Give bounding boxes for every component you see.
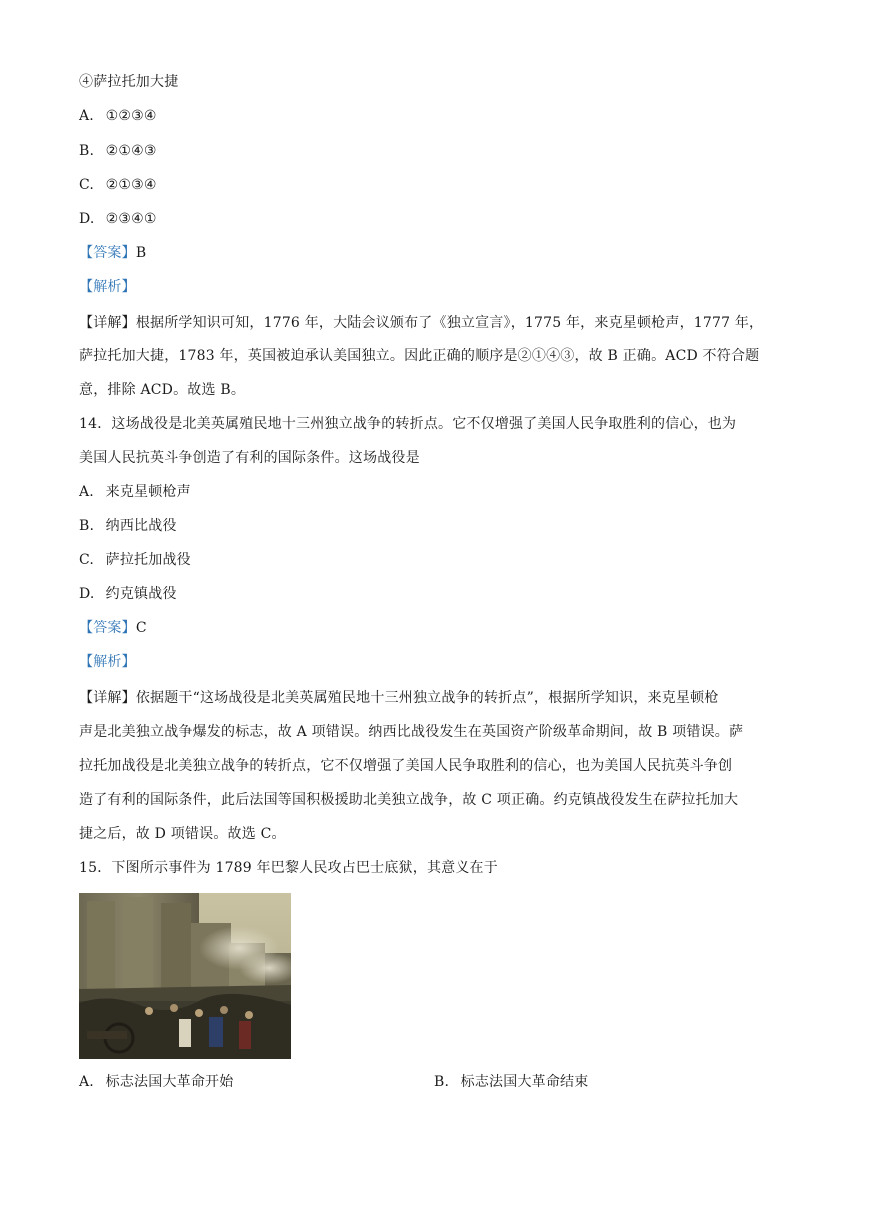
option-text: 萨拉托加战役 bbox=[105, 552, 191, 568]
option-text: 纳西比战役 bbox=[105, 518, 177, 534]
analysis-tag: 【解析】 bbox=[79, 279, 136, 295]
option-letter: A. bbox=[79, 108, 94, 124]
answer-value: C bbox=[135, 620, 147, 636]
detail-text: 捷之后，故 D 项错误。故选 C。 bbox=[79, 826, 286, 842]
bastille-painting bbox=[79, 893, 291, 1059]
answer-line bbox=[79, 242, 809, 264]
detail-text: 声是北美独立战争爆发的标志，故 A 项错误。纳西比战役发生在英国资产阶级革命期间，故 B 项错误。萨 bbox=[79, 724, 744, 740]
option-a[interactable] bbox=[79, 481, 809, 503]
option-letter: A. bbox=[79, 484, 94, 500]
analysis-tag: 【解析】 bbox=[79, 654, 136, 670]
question-14-stem: 14．这场战役是北美英属殖民地十三州独立战争的转折点。它不仅增强了美国人民争取胜利的信心，也为 bbox=[79, 416, 737, 432]
option-letter: B. bbox=[434, 1074, 450, 1090]
option-b[interactable] bbox=[434, 1071, 588, 1093]
option-letter: B. bbox=[79, 143, 95, 159]
option-text: 标志法国大革命结束 bbox=[460, 1074, 589, 1090]
question-15-stem: 15．下图所示事件为 1789 年巴黎人民攻占巴士底狱，其意义在于 bbox=[79, 860, 498, 876]
detail-text: 拉托加战役是北美独立战争的转折点，它不仅增强了美国人民争取胜利的信心，也为美国人民抗英斗争创 bbox=[79, 758, 733, 774]
answer-value: B bbox=[135, 245, 147, 261]
answer-tag: 【答案】 bbox=[79, 620, 136, 636]
option-letter: B. bbox=[79, 518, 95, 534]
option-a[interactable] bbox=[79, 105, 809, 127]
option-letter: C. bbox=[79, 552, 95, 568]
option-letter: A. bbox=[79, 1074, 94, 1090]
option-text: 标志法国大革命开始 bbox=[105, 1074, 234, 1090]
option-text: 约克镇战役 bbox=[105, 586, 177, 602]
option-letter: D. bbox=[79, 586, 95, 602]
option-b[interactable] bbox=[79, 140, 809, 162]
option-text: ①②③④ bbox=[105, 108, 157, 124]
option-letter: D. bbox=[79, 211, 95, 227]
option-d[interactable] bbox=[79, 208, 809, 230]
option-4-text: ④萨拉托加大捷 bbox=[79, 74, 179, 90]
option-d[interactable] bbox=[79, 583, 809, 605]
analysis-line bbox=[79, 276, 809, 298]
question-14-stem: 美国人民抗英斗争创造了有利的国际条件。这场战役是 bbox=[79, 450, 420, 466]
detail-text: 萨拉托加大捷，1783 年，英国被迫承认美国独立。因此正确的顺序是②①④③，故 B 正确。ACD 不符合题 bbox=[79, 348, 760, 364]
detail-tag: 【详解】 bbox=[79, 315, 136, 331]
detail-tag: 【详解】 bbox=[79, 690, 136, 706]
detail-text: 造了有利的国际条件，此后法国等国积极援助北美独立战争，故 C 项正确。约克镇战役发生在萨拉托加大 bbox=[79, 792, 739, 808]
detail-text: 根据所学知识可知，1776 年，大陆会议颁布了《独立宣言》，1775 年，来克星顿枪声，1777 年， bbox=[135, 315, 764, 331]
detail-line bbox=[79, 312, 809, 334]
option-b[interactable] bbox=[79, 515, 809, 537]
answer-line bbox=[79, 617, 809, 639]
option-letter: C. bbox=[79, 177, 95, 193]
detail-line bbox=[79, 687, 809, 709]
detail-text: 意，排除 ACD。故选 B。 bbox=[79, 382, 246, 398]
option-text: ②①③④ bbox=[105, 177, 157, 193]
option-text: ②③④① bbox=[105, 211, 157, 227]
option-text: 来克星顿枪声 bbox=[105, 484, 191, 500]
option-c[interactable] bbox=[79, 549, 809, 571]
answer-tag: 【答案】 bbox=[79, 245, 136, 261]
option-c[interactable] bbox=[79, 174, 809, 196]
detail-text: 依据题干“这场战役是北美英属殖民地十三州独立战争的转折点”，根据所学知识，来克星顿枪 bbox=[135, 690, 719, 706]
option-text: ②①④③ bbox=[105, 143, 157, 159]
analysis-line bbox=[79, 651, 809, 673]
